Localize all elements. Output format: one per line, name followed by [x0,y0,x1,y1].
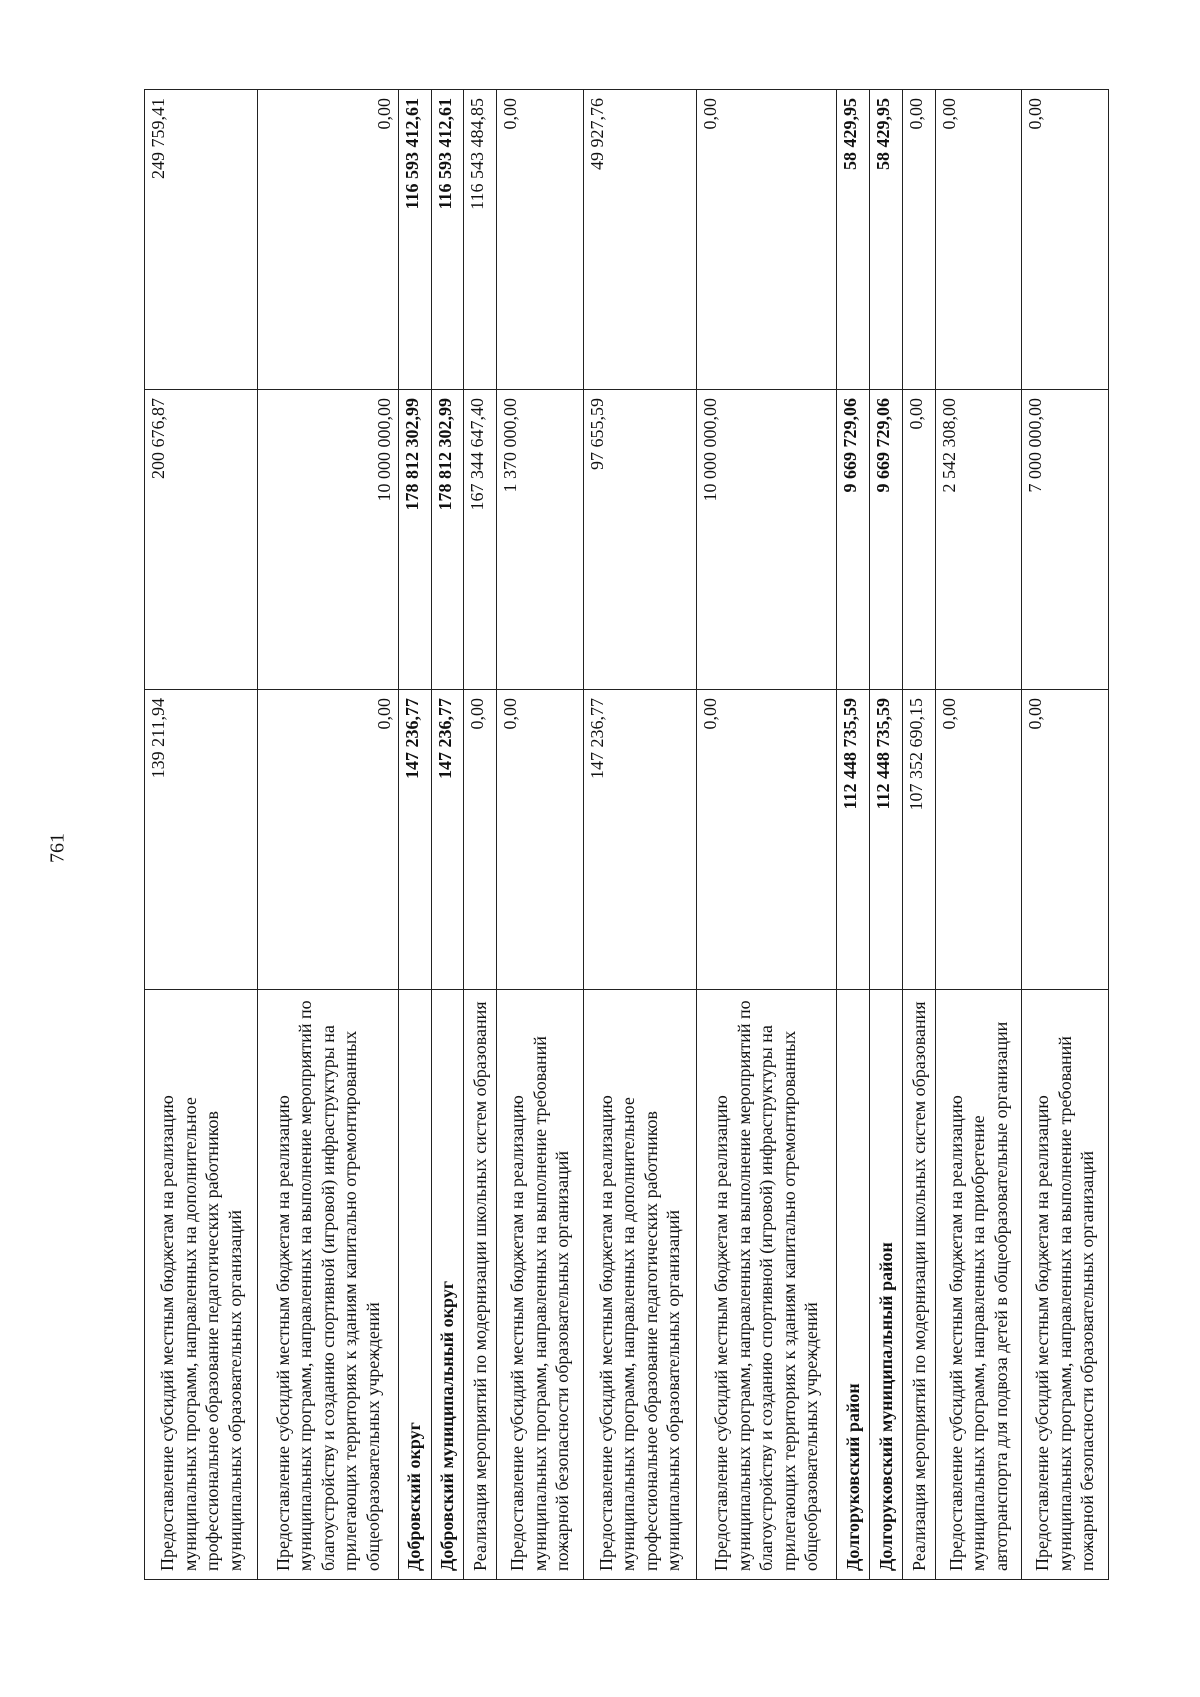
value-col-1: 147 236,77 [398,690,431,990]
value-col-2: 0,00 [903,390,936,690]
value-col-2: 10 000 000,00 [258,390,398,690]
value-col-1: 0,00 [697,690,837,990]
value-col-1: 0,00 [464,690,497,990]
table-row [903,90,936,1580]
value-col-1: 0,00 [1022,690,1109,990]
row-label: Предоставление субсидий местным бюджетам на реализацию муниципальных программ, направленных на дополнительное профессиональное образование педагогических работников муниципальных образовательных организаций [583,990,696,1580]
table-row [935,90,1022,1580]
value-col-3: 249 759,41 [145,90,258,390]
value-col-2: 10 000 000,00 [697,390,837,690]
row-label: Предоставление субсидий местным бюджетам на реализацию муниципальных программ, направленных на приобретение автотранспорта для подвоза детей в общеобразовательные организации [935,990,1022,1580]
value-col-3: 116 593 412,61 [431,90,464,390]
value-col-1: 107 352 690,15 [903,690,936,990]
row-label: Предоставление субсидий местным бюджетам на реализацию муниципальных программ, направленных на дополнительное профессиональное образование педагогических работников муниципальных образовательных организаций [145,990,258,1580]
value-col-1: 147 236,77 [431,690,464,990]
value-col-1: 112 448 735,59 [870,690,903,990]
value-col-3: 0,00 [1022,90,1109,390]
table-row [583,90,696,1580]
row-label: Долгоруковский район [837,990,870,1580]
value-col-1: 0,00 [935,690,1022,990]
table-row [1022,90,1109,1580]
value-col-3: 0,00 [697,90,837,390]
row-label: Долгоруковский муниципальный район [870,990,903,1580]
value-col-2: 1 370 000,00 [497,390,584,690]
value-col-2: 200 676,87 [145,390,258,690]
value-col-3: 116 543 484,85 [464,90,497,390]
table-row [145,90,258,1580]
value-col-2: 7 000 000,00 [1022,390,1109,690]
value-col-2: 9 669 729,06 [837,390,870,690]
value-col-1: 139 211,94 [145,690,258,990]
page-number: 761 [46,833,69,863]
rotated-table-wrapper [144,90,1109,1580]
value-col-3: 116 593 412,61 [398,90,431,390]
value-col-2: 167 344 647,40 [464,390,497,690]
table-row [497,90,584,1580]
value-col-3: 0,00 [903,90,936,390]
row-label: Реализация мероприятий по модернизации школьных систем образования [464,990,497,1580]
value-col-2: 178 812 302,99 [431,390,464,690]
value-col-3: 58 429,95 [870,90,903,390]
value-col-1: 112 448 735,59 [837,690,870,990]
table-row [398,90,431,1580]
table-row [870,90,903,1580]
value-col-3: 49 927,76 [583,90,696,390]
value-col-3: 0,00 [935,90,1022,390]
value-col-2: 97 655,59 [583,390,696,690]
table-row [431,90,464,1580]
row-label: Реализация мероприятий по модернизации школьных систем образования [903,990,936,1580]
value-col-3: 0,00 [258,90,398,390]
value-col-2: 9 669 729,06 [870,390,903,690]
table-row [837,90,870,1580]
row-label: Предоставление субсидий местным бюджетам на реализацию муниципальных программ, направленных на выполнение требований пожарной безопасности образовательных организаций [497,990,584,1580]
value-col-2: 178 812 302,99 [398,390,431,690]
value-col-1: 0,00 [497,690,584,990]
row-label: Предоставление субсидий местным бюджетам на реализацию муниципальных программ, направленных на выполнение мероприятий по благоустройству и созданию спортивной (игровой) инфраструктуры на прилегающих территориях к зданиям капитально отремонтированных общеобразовательных учреждений [258,990,398,1580]
value-col-2: 2 542 308,00 [935,390,1022,690]
row-label: Добровский муниципальный округ [431,990,464,1580]
budget-table [144,89,1109,1580]
value-col-3: 58 429,95 [837,90,870,390]
table-body [145,90,1109,1580]
row-label: Предоставление субсидий местным бюджетам на реализацию муниципальных программ, направленных на выполнение мероприятий по благоустройству и созданию спортивной (игровой) инфраструктуры на прилегающих территориях к зданиям капитально отремонтированных общеобразовательных учреждений [697,990,837,1580]
value-col-1: 147 236,77 [583,690,696,990]
table-row [464,90,497,1580]
row-label: Предоставление субсидий местным бюджетам на реализацию муниципальных программ, направленных на выполнение требований пожарной безопасности образовательных организаций [1022,990,1109,1580]
table-row [697,90,837,1580]
value-col-3: 0,00 [497,90,584,390]
row-label: Добровский округ [398,990,431,1580]
value-col-1: 0,00 [258,690,398,990]
table-row [258,90,398,1580]
